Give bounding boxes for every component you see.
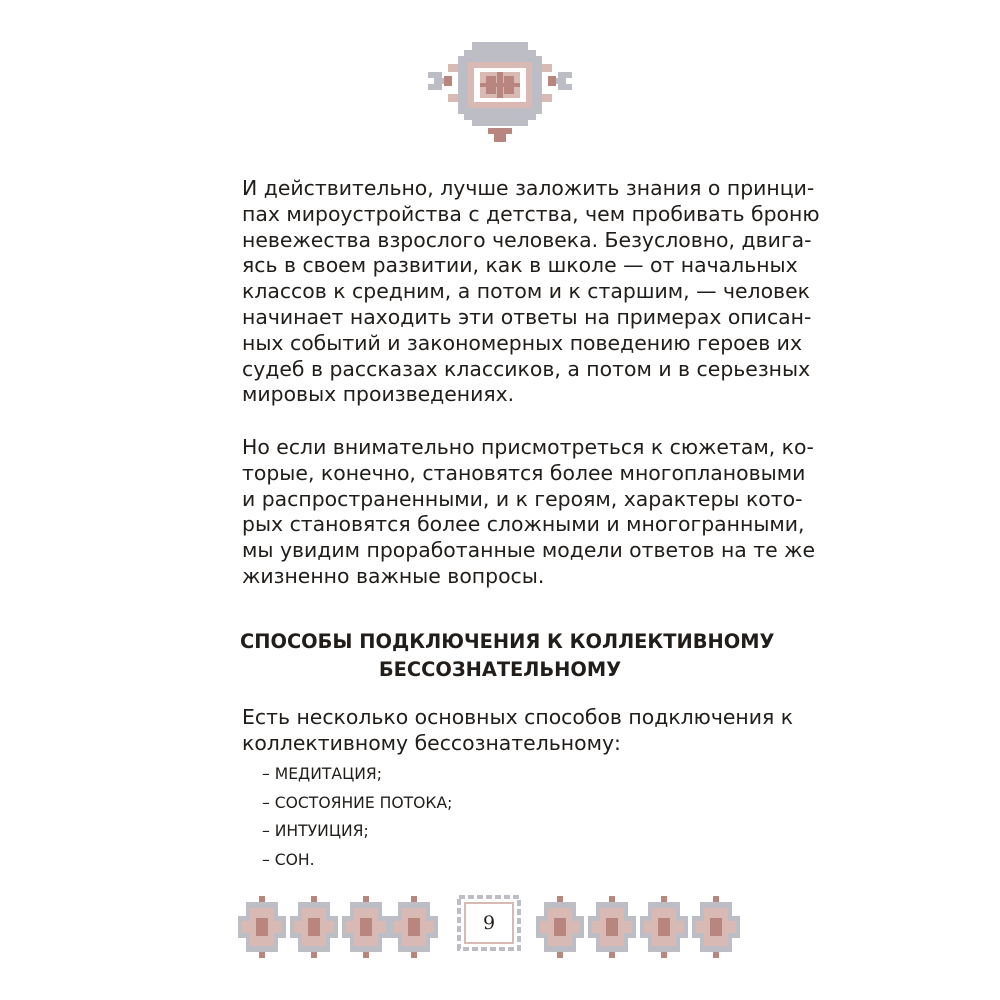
list-item: – СОСТОЯНИЕ ПОТОКА;	[262, 793, 453, 812]
paragraph-2	[242, 435, 816, 590]
text-line: И действительно, лучше заложить знания о принци-	[242, 176, 815, 200]
methods-list	[262, 760, 452, 874]
page-number: 9	[482, 912, 496, 934]
text-line: классов к средним, а потом и к старшим, — человек	[242, 279, 810, 304]
text-line: ных событий и закономерных поведению героев их	[242, 330, 803, 355]
text-line: и распространенными, и к героям, характеры кото-	[242, 486, 803, 511]
text-line: Есть несколько основных способов подключения к	[242, 705, 794, 729]
paragraph-3	[242, 705, 794, 757]
folk-ornament-top-icon	[424, 38, 576, 146]
heading-line: БЕССОЗНАТЕЛЬНОМУ	[378, 658, 622, 681]
text-line: начинает находить эти ответы на примерах описан-	[242, 304, 812, 329]
text-line: мы увидим проработанные модели ответов на те же	[242, 538, 816, 563]
section-heading	[240, 628, 775, 684]
folk-ornament-footer-left-icon	[238, 896, 438, 958]
text-line: ясь в своем развитии, как в школе — от начальных	[242, 253, 798, 278]
paragraph-1	[242, 176, 820, 408]
text-line: жизненно важные вопросы.	[242, 563, 545, 588]
text-line: судеб в рассказах классиков, а потом и в серьезных	[242, 356, 811, 381]
text-line: мировых произведениях.	[242, 382, 515, 407]
text-line: коллективному бессознательному:	[242, 730, 621, 755]
list-item: – СОН.	[262, 850, 315, 869]
folk-ornament-footer-right-icon	[536, 896, 740, 958]
text-line: невежества взрослого человека. Безусловно, двига-	[242, 227, 812, 252]
text-line: Но если внимательно присмотреться к сюжетам, ко-	[242, 435, 814, 459]
text-line: рых становятся более сложными и многогранными,	[242, 512, 805, 537]
text-line: торые, конечно, становятся более многоплановыми	[242, 460, 806, 485]
text-line: пах мироустройства с детства, чем пробивать броню	[242, 201, 820, 226]
heading-line: СПОСОБЫ ПОДКЛЮЧЕНИЯ К КОЛЛЕКТИВНОМУ	[240, 630, 775, 653]
list-item: – ИНТУИЦИЯ;	[262, 822, 369, 840]
list-item: – МЕДИТАЦИЯ;	[262, 765, 382, 783]
